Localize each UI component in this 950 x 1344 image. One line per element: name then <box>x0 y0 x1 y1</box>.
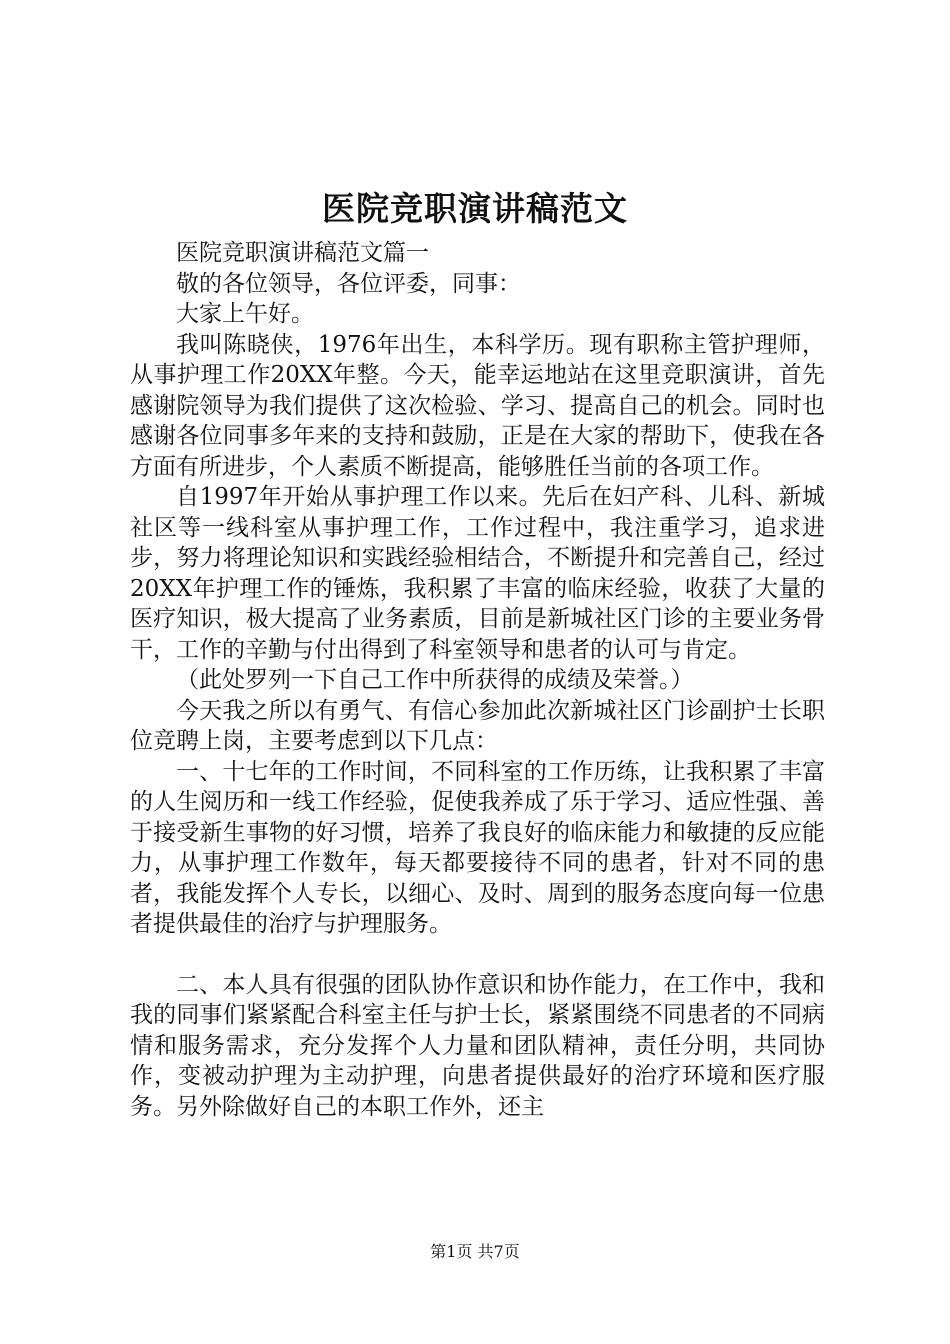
salutation: 敬的各位领导，各位评委，同事： <box>176 270 521 297</box>
body-paragraph: 今天我之所以有勇气、有信心参加此次新城社区门诊副护士长职位竞聘上岗，主要考虑到以下几点： <box>130 697 825 754</box>
section-heading: 医院竞职演讲稿范文篇一 <box>176 240 429 266</box>
body-paragraph: 二、本人具有很强的团队协作意识和协作能力，在工作中，我和我的同事们紧紧配合科室主任与护士长，紧紧围绕不同患者的不同病情和服务需求，充分发挥个人力量和团队精神，责任分明，共同协作，变被动护理为主动护理，向患者提供最好的治疗环境和医疗服务。另外除做好自己的本职工作外，还主 <box>130 971 825 1120</box>
document-body <box>130 238 825 1122</box>
greeting: 大家上午好。 <box>176 301 314 327</box>
body-paragraph: 一、十七年的工作时间，不同科室的工作历练，让我积累了丰富的人生阅历和一线工作经验，促使我养成了乐于学习、适应性强、善于接受新生事物的好习惯，培养了我良好的临床能力和敏捷的反应能力，从事护理工作数年，每天都要接待不同的患者，针对不同的患者，我能发挥个人专长，以细心、及时、周到的服务态度向每一位患者提供最佳的治疗与护理服务。 <box>130 758 825 937</box>
document-title: 医院竞职演讲稿范文 <box>322 189 628 228</box>
body-paragraph: （此处罗列一下自己工作中所获得的成绩及荣誉。） <box>176 667 694 693</box>
body-paragraph: 我叫陈晓侠，1976年出生，本科学历。现有职称主管护理师，从事护理工作20XX年整。今天，能幸运地站在这里竞职演讲，首先感谢院领导为我们提供了这次检验、学习、提高自己的机会。同时也感谢各位同事多年来的支持和鼓励，正是在大家的帮助下，使我在各方面有所进步，个人素质不断提高，能够胜任当前的各项工作。 <box>130 331 825 480</box>
page-number-footer: 第1页 共7页 <box>430 1242 520 1261</box>
body-paragraph: 自1997年开始从事护理工作以来。先后在妇产科、儿科、新城社区等一线科室从事护理工作，工作过程中，我注重学习，追求进步，努力将理论知识和实践经验相结合，不断提升和完善自己，经过20XX年护理工作的锤炼，我积累了丰富的临床经验，收获了大量的医疗知识，极大提高了业务素质，目前是新城社区门诊的主要业务骨干，工作的辛勤与付出得到了科室领导和患者的认可与肯定。 <box>130 484 825 663</box>
